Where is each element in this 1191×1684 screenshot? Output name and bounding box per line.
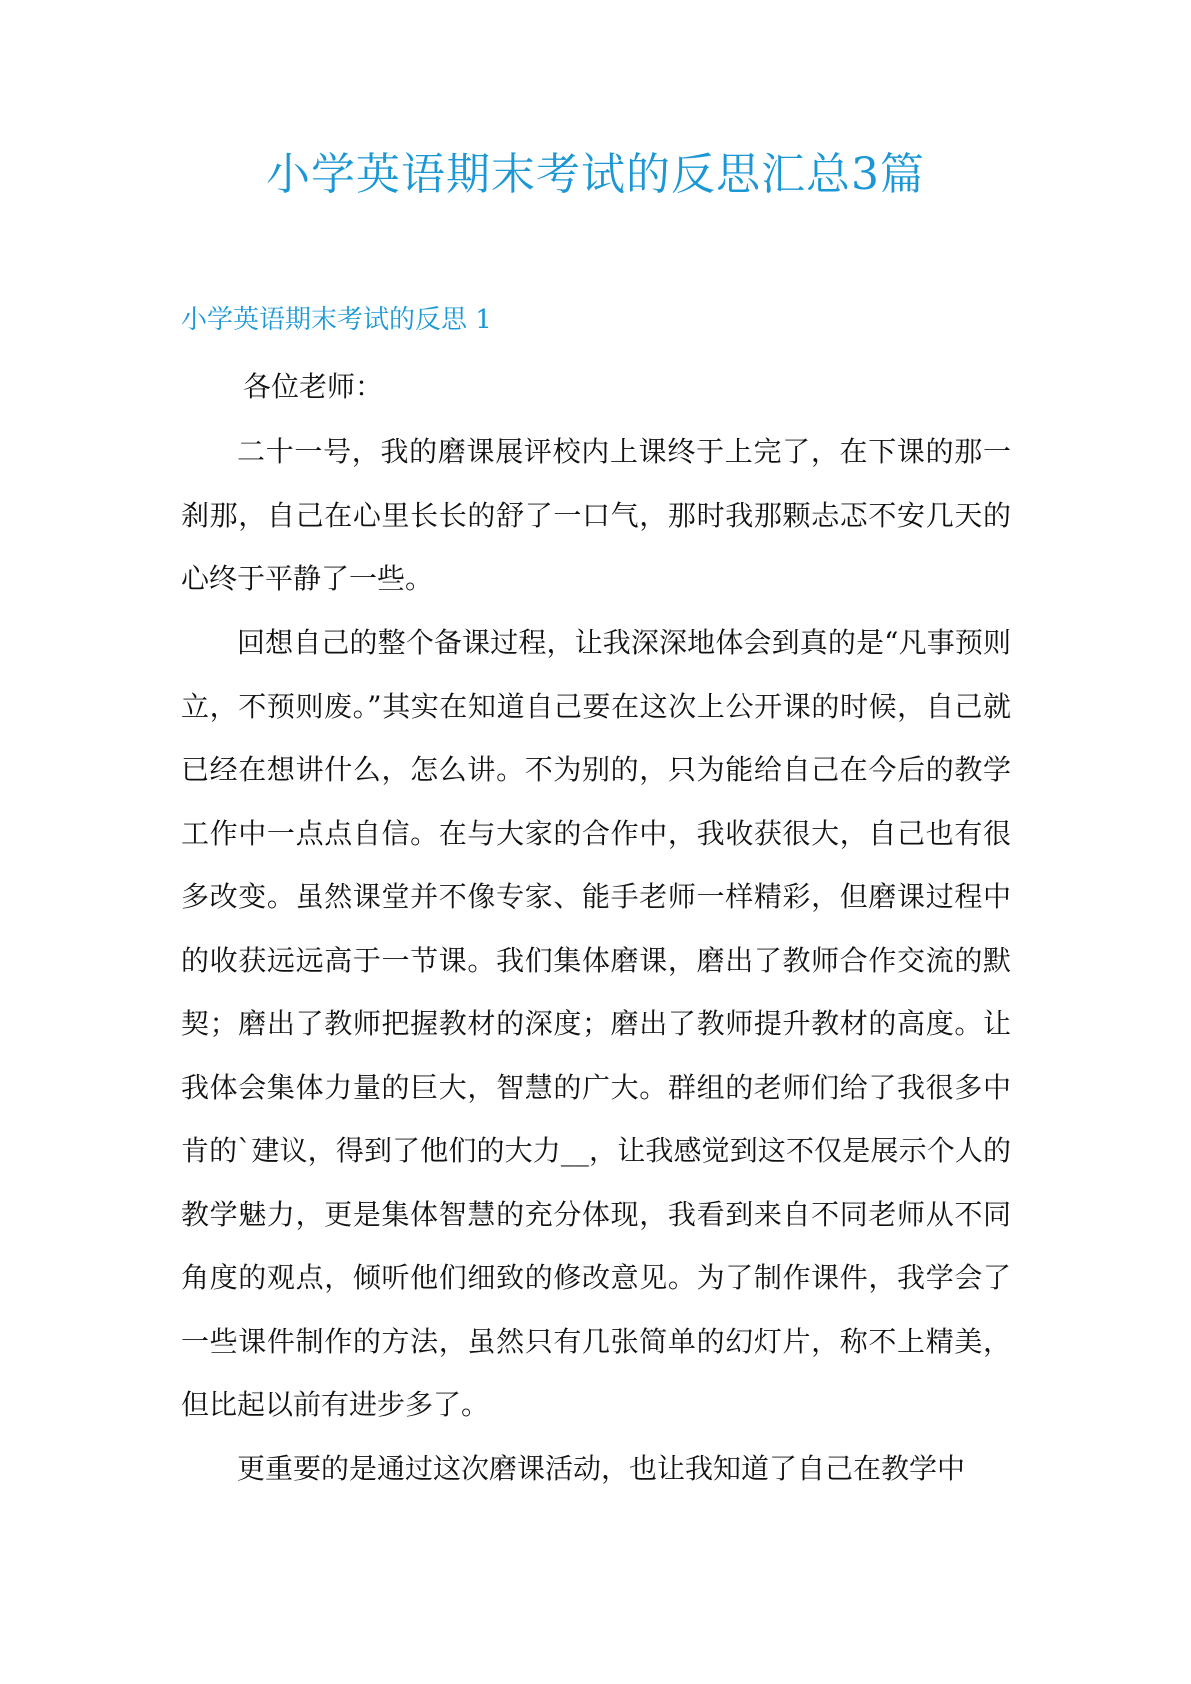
paragraph: 回想自己的整个备课过程，让我深深地体会到真的是“凡事预则立，不预则废。”其实在知道自己要在这次上公开课的时候，自己就已经在想讲什么，怎么讲。不为别的，只为能给自己在今后的教学工作中一点点自信。在与大家的合作中，我收获很大，自己也有很多改变。虽然课堂并不像专家、能手老师一样精彩，但磨课过程中的收获远远高于一节课。我们集体磨课，磨出了教师合作交流的默契；磨出了教师把握教材的深度；磨出了教师提升教材的高度。让我体会集体力量的巨大，智慧的广大。群组的老师们给了我很多中肯的`建议，得到了他们的大力__，让我感觉到这不仅是展示个人的教学魅力，更是集体智慧的充分体现，我看到来自不同老师从不同角度的观点，倾听他们细致的修改意见。为了制作课件，我学会了一些课件制作的方法，虽然只有几张简单的幻灯片，称不上精美，但比起以前有进步多了。 xyxy=(181,626,1011,1421)
paragraph: 更重要的是通过这次磨课活动，也让我知道了自己在教学中 xyxy=(237,1452,966,1485)
document-title: 小学英语期末考试的反思汇总3篇 xyxy=(266,149,925,200)
salutation: 各位老师： xyxy=(243,370,384,403)
section-heading: 小学英语期末考试的反思 1 xyxy=(181,305,492,335)
paragraph: 二十一号，我的磨课展评校内上课终于上完了，在下课的那一刹那，自己在心里长长的舒了一口气，那时我那颗忐忑不安几天的心终于平静了一些。 xyxy=(181,435,1011,595)
